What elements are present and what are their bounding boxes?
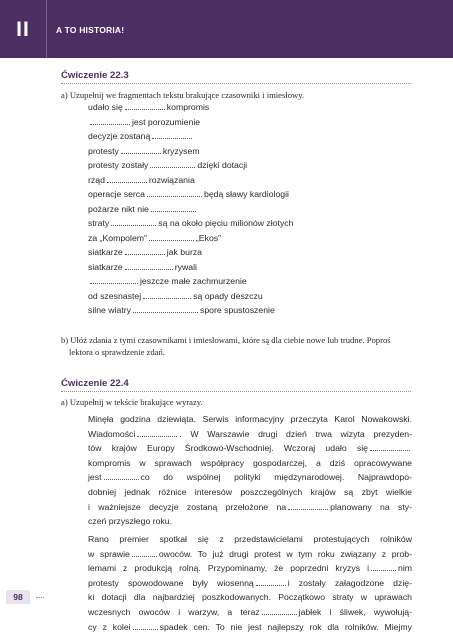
exercise-title: Ćwiczenie 22.4: [61, 378, 129, 389]
line-text: operacje serca: [88, 189, 145, 199]
line-text: jest porozumienie: [132, 116, 201, 127]
paragraph-line: [88, 412, 412, 427]
paragraph-line: [88, 605, 412, 620]
fill-in-blank[interactable]: [133, 622, 158, 630]
paragraph-text: i ważniejsze decyzje zostaną przełożone na: [88, 501, 287, 512]
exercise-line: [88, 247, 202, 257]
paragraph-text: Minęła godzina dziewiąta. Serwis informacyjny przeczyta Karol Nowakowski.: [88, 414, 412, 424]
fill-in-blank[interactable]: [125, 102, 165, 110]
paragraph-line: [88, 532, 412, 547]
line-text: pożarze nikt nie: [88, 203, 149, 214]
line-text: od szesnastej: [88, 290, 142, 301]
exercise-line: [88, 160, 247, 170]
fill-in-blank[interactable]: [151, 204, 196, 212]
paragraph-text: nim: [398, 563, 412, 574]
line-text: siatkarze: [88, 261, 123, 272]
paragraph-line: [88, 547, 412, 562]
fill-in-blank[interactable]: [132, 549, 157, 557]
paragraph-text: dobniej jednak różnice interesów poszczególnych krajów są zbyt wielkie: [88, 486, 412, 497]
line-text: straty: [88, 218, 110, 228]
line-text: dzięki dotacji: [197, 160, 248, 170]
exercise-line: [88, 131, 194, 141]
paragraph-text: owoców. To już drugi protest w tym roku związany z prob-: [158, 548, 412, 559]
fill-in-blank[interactable]: [90, 276, 138, 284]
paragraph-text: ki dotacji dla najbardziej poszkodowanych. Początkowo straty w uprawach: [88, 592, 412, 603]
paragraph-line: [88, 441, 412, 456]
paragraph-line: [88, 514, 412, 529]
line-text: są na około pięciu milionów złotych: [158, 218, 294, 228]
paragraph-line: [88, 500, 412, 515]
line-text: protesty: [88, 145, 119, 156]
fill-in-blank[interactable]: [143, 291, 191, 299]
text-paragraph: [88, 532, 412, 634]
exercise-line: [88, 305, 275, 315]
line-text: silne wiatry: [88, 305, 131, 315]
fill-in-blank[interactable]: [256, 578, 286, 586]
exercise-line: [88, 175, 195, 185]
paragraph-text: wczesnych owoców i warzyw, a teraz: [88, 606, 260, 617]
exercise-line: [88, 117, 200, 127]
line-text: udało się: [88, 102, 123, 112]
exercise-line: [88, 189, 289, 199]
title-divider: [61, 83, 411, 84]
paragraph-line: [88, 576, 412, 591]
paragraph-text: spadek cen. To nie jest najlepszy rok dla rolników. Miejmy: [159, 621, 412, 632]
line-text: spore spustoszenie: [199, 305, 275, 315]
page-number-rule: [36, 597, 44, 598]
exercise-line: [88, 146, 200, 156]
paragraph-text: Wiadomości: [88, 428, 136, 439]
paragraph-text: jest: [88, 472, 102, 483]
line-text: są opady deszczu: [193, 290, 263, 301]
paragraph-line: [88, 427, 412, 442]
paragraph-text: czeń przyszłego roku.: [88, 516, 173, 527]
paragraph-text: lemami z produkcją rolną. Przypominamy, że poprzedni kryzys i: [88, 563, 369, 574]
line-text: rywali: [174, 261, 197, 272]
fill-in-blank[interactable]: [125, 262, 173, 270]
paragraph-line: [88, 456, 412, 471]
fill-in-blank[interactable]: [371, 563, 396, 571]
line-text: siatkarze: [88, 247, 123, 257]
exercise-line: [88, 291, 263, 301]
text-paragraph: [88, 412, 412, 529]
fill-in-blank[interactable]: [133, 305, 198, 313]
line-text: rozwiązania: [148, 174, 195, 185]
paragraph-text: tów krajów Europy Środkowo-Wschodniej. Wczoraj udało się: [88, 443, 368, 454]
exercise-line: [88, 276, 247, 286]
exercise-title: Ćwiczenie 22.3: [61, 70, 129, 81]
exercise-line: [88, 262, 197, 272]
page-number: 98: [6, 590, 30, 604]
paragraph-text: jabłek i śliwek, wywołują-: [298, 606, 412, 617]
line-text: kryzysem: [162, 145, 200, 156]
line-text: za „Kompolem”: [88, 232, 147, 243]
paragraph-text: Rano premier spotkał się z przedstawicielami protestujących rolników: [88, 534, 412, 544]
line-text: „Ekos”: [195, 232, 222, 243]
left-margin: [0, 58, 46, 640]
paragraph-text: kompromis w sprawach współpracy gospodarczej, a dziś opracowywane: [88, 457, 412, 468]
instruction-a: a) Uzupełnij we fragmentach tekstu brakujące czasowniki i imiesłowy.: [61, 90, 305, 100]
fill-in-blank[interactable]: [262, 607, 297, 615]
header-divider: [46, 0, 47, 58]
line-text: jeszcze małe zachmurzenie: [140, 276, 247, 286]
line-text: protesty zostały: [88, 160, 149, 170]
fill-in-blank[interactable]: [107, 175, 147, 183]
paragraph-text: cy z kolei: [88, 621, 131, 632]
title-divider: [61, 391, 411, 392]
exercise-line: [88, 218, 293, 228]
fill-in-blank[interactable]: [121, 146, 161, 154]
line-text: kompromis: [166, 102, 210, 112]
paragraph-line: [88, 485, 412, 500]
paragraph-text: protesty spowodowane były wiosenną: [88, 577, 254, 588]
fill-in-blank[interactable]: [125, 247, 165, 255]
fill-in-blank[interactable]: [111, 218, 156, 226]
exercise-line: [88, 102, 209, 112]
line-text: jak burza: [166, 247, 203, 257]
paragraph-line: [88, 470, 412, 485]
fill-in-blank[interactable]: [104, 472, 139, 480]
line-text: będą sławy kardiologii: [203, 189, 289, 199]
fill-in-blank[interactable]: [90, 117, 130, 125]
paragraph-text: co do wspólnej polityki międzynarodowej. Najprawdopo-: [140, 472, 412, 483]
exercise-line: [88, 204, 198, 214]
paragraph-line: [88, 590, 412, 605]
instruction-b: b) Ułóż zdania z tymi czasownikami i imiesłowami, które są dla ciebie nowe lub trudne. Poproś lektora o sprawdzenie zdań.: [61, 335, 391, 357]
fill-in-blank[interactable]: [147, 189, 202, 197]
paragraph-text: . W Warszawie drugi dzień trwa wizyta prezyden-: [179, 428, 412, 439]
paragraph-text: w sprawie: [88, 548, 130, 559]
fill-in-blank[interactable]: [137, 429, 177, 437]
section-title: A TO HISTORIA!: [56, 25, 125, 35]
paragraph-text: planowany na sty-: [330, 501, 412, 512]
paragraph-line: [88, 561, 412, 576]
fill-in-blank[interactable]: [288, 502, 328, 510]
line-text: decyzje zostaną: [88, 131, 151, 141]
exercise-line: [88, 233, 221, 243]
instruction-a: a) Uzupełnij w tekście brakujące wyrazy.: [61, 397, 203, 407]
fill-in-blank[interactable]: [149, 233, 194, 241]
fill-in-blank[interactable]: [150, 160, 195, 168]
section-number: II: [16, 18, 30, 41]
line-text: rząd: [88, 174, 105, 185]
paragraph-text: i zostały załagodzone dzię-: [287, 577, 412, 588]
fill-in-blank[interactable]: [152, 131, 192, 139]
paragraph-line: [88, 620, 412, 635]
fill-in-blank[interactable]: [370, 443, 410, 451]
